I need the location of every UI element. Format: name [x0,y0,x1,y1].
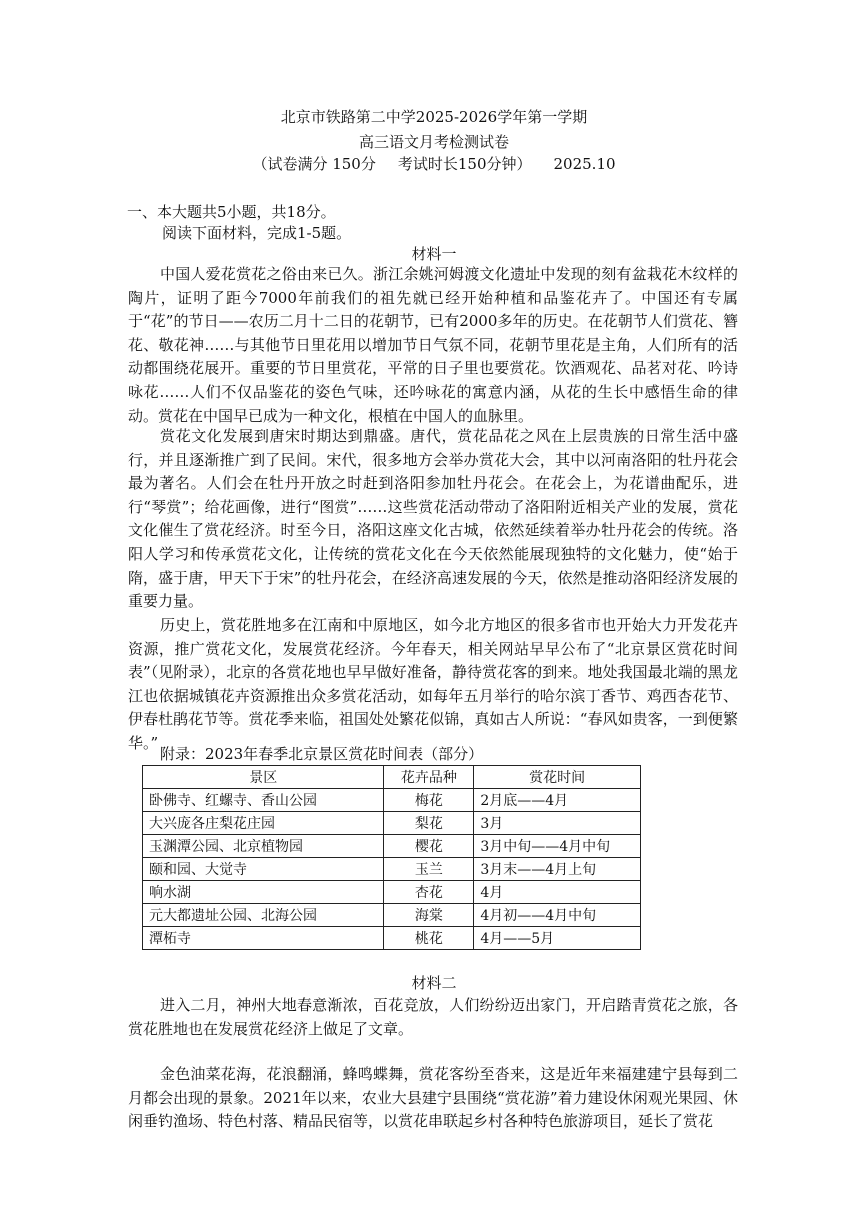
exam-date: 2025.10 [553,155,616,173]
cell-viewing-time: 3月末——4月上旬 [474,858,641,881]
exam-title: 高三语文月考检测试卷 [358,133,509,151]
cell-scenic-spot: 颐和园、大觉寺 [143,858,384,881]
material-one-title: 材料一 [411,245,457,263]
cell-flower-type: 海棠 [384,904,474,927]
header-viewing-time: 赏花时间 [474,766,641,789]
school-title: 北京市铁路第二中学2025-2026学年第一学期 [280,108,588,126]
cell-scenic-spot: 潭柘寺 [143,927,384,950]
duration-info: 考试时长150分钟） [397,155,532,173]
cell-scenic-spot: 大兴庞各庄梨花庄园 [143,812,384,835]
cell-flower-type: 梨花 [384,812,474,835]
cell-scenic-spot: 卧佛寺、红螺寺、香山公园 [143,789,384,812]
material-one-paragraph-1: 中国人爱花赏花之俗由来已久。浙江余姚河姆渡文化遗址中发现的刻有盆栽花木纹样的陶片，证明了距今7000年前我们的祖先就已经开始种植和品鉴花卉了。中国还有专属于“花”的节日——农历二月十二日的花朝节，已有2000多年的历史。在花朝节人们赏花、簪花、敬花神……与其他节日里花用以增加节日气氛不同，花朝节里花是主角，人们所有的活动都围绕花展开。重要的节日里赏花，平常的日子里也要赏花。饮酒观花、品茗对花、吟诗咏花……人们不仅品鉴花的姿色气味，还吟咏花的寓意内涵，从花的生长中感悟生命的律动。赏花在中国早已成为一种文化，根植在中国人的血脉里。 [128,265,738,425]
cell-viewing-time: 3月 [474,812,641,835]
cell-flower-type: 梅花 [384,789,474,812]
cell-flower-type: 玉兰 [384,858,474,881]
cell-viewing-time: 2月底——4月 [474,789,641,812]
material-two-paragraph-1: 进入二月，神州大地春意渐浓，百花竞放，人们纷纷迈出家门，开启踏青赏花之旅，各赏花胜地也在发展赏花经济上做足了文章。 [128,996,738,1038]
material-one-paragraph-2: 赏花文化发展到唐宋时期达到鼎盛。唐代，赏花品花之风在上层贵族的日常生活中盛行，并且逐渐推广到了民间。宋代，很多地方会举办赏花大会，其中以河南洛阳的牡丹花会最为著名。人们会在牡丹开放之时赶到洛阳参加牡丹花会。在花会上，为花谱曲配乐，进行“琴赏”；给花画像，进行“图赏”……这些赏花活动带动了洛阳附近相关产业的发展，赏花文化催生了赏花经济。时至今日，洛阳这座文化古城，依然延续着举办牡丹花会的传统。洛阳人学习和传承赏花文化，让传统的赏花文化在今天依然能展现独特的文化魅力，使“始于隋，盛于唐，甲天下于宋”的牡丹花会，在经济高速发展的今天，依然是推动洛阳经济发展的重要力量。 [128,427,738,611]
exam-info [0,153,868,174]
material-two-title: 材料二 [411,974,457,992]
material-two-paragraph-2: 金色油菜花海，花浪翻涌，蜂鸣蝶舞，赏花客纷至沓来，这是近年来福建建宁县每到二月都会出现的景象。2021年以来，农业大县建宁县围绕“赏花游”着力建设休闲观光果园、休闲垂钓渔场、特色村落、精品民宿等，以赏花串联起乡村各种特色旅游项目，延长了赏花 [128,1065,738,1131]
flower-schedule-table [142,765,641,950]
material-one-paragraph-3: 历史上，赏花胜地多在江南和中原地区，如今北方地区的很多省市也开始大力开发花卉资源，推广赏花文化，发展赏花经济。今年春天，相关网站早早公布了“北京景区赏花时间表”（见附录），北京的各赏花地也早早做好准备，静待赏花客的到来。地处我国最北端的黑龙江也依据城镇花卉资源推出众多赏花活动，如每年五月举行的哈尔滨丁香节、鸡西杏花节、伊春杜鹃花节等。赏花季来临，祖国处处繁花似锦，真如古人所说：“春风如贵客，一到便繁华。” [128,616,738,752]
cell-flower-type: 杏花 [384,881,474,904]
cell-flower-type: 桃花 [384,927,474,950]
cell-viewing-time: 4月初——4月中旬 [474,904,641,927]
table-row [143,835,641,858]
table-header-row [143,766,641,789]
cell-viewing-time: 4月——5月 [474,927,641,950]
cell-flower-type: 樱花 [384,835,474,858]
appendix-caption: 附录：2023年春季北京景区赏花时间表（部分） [160,745,484,763]
cell-scenic-spot: 响水湖 [143,881,384,904]
cell-scenic-spot: 玉渊潭公园、北京植物园 [143,835,384,858]
table-row [143,881,641,904]
header-scenic-spot: 景区 [143,766,384,789]
table-row [143,858,641,881]
header-flower-type: 花卉品种 [384,766,474,789]
score-info: （试卷满分 150分 [252,155,376,173]
reading-instruction: 阅读下面材料，完成1-5题。 [162,224,352,242]
table-row [143,904,641,927]
cell-viewing-time: 3月中旬——4月中旬 [474,835,641,858]
table-row [143,789,641,812]
cell-scenic-spot: 元大都遗址公园、北海公园 [143,904,384,927]
question-heading: 一、本大题共5小题，共18分。 [127,203,336,221]
table-row [143,812,641,835]
table-row [143,927,641,950]
cell-viewing-time: 4月 [474,881,641,904]
